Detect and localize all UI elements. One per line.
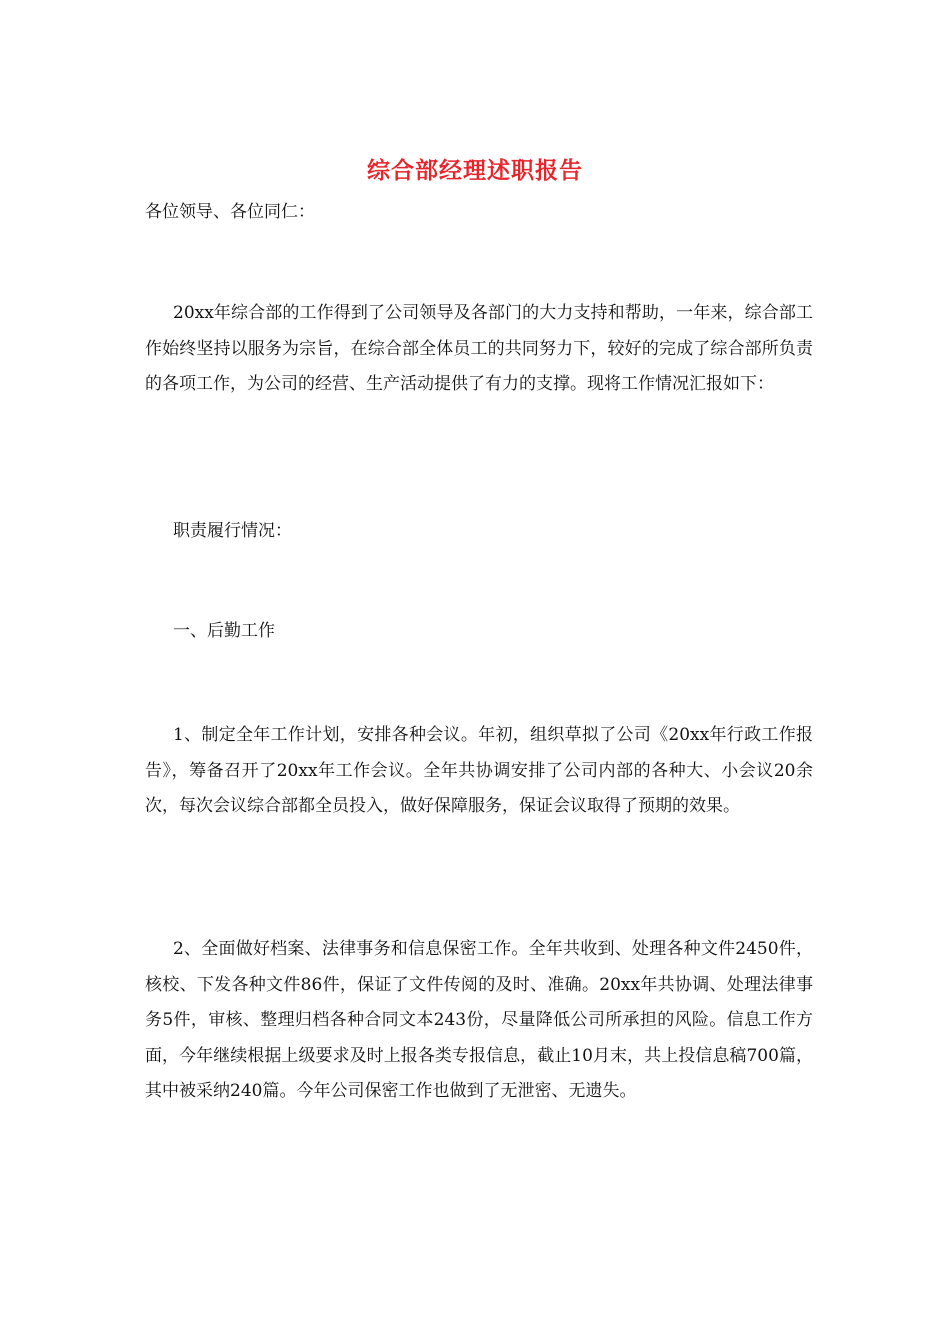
greeting: 各位领导、各位同仁： <box>145 202 315 222</box>
paragraph-item-1: 1、制定全年工作计划，安排各种会议。年初，组织草拟了公司《20xx年行政工作报告》，筹备召开了20xx年工作会议。全年共协调安排了公司内部的各种大、小会议20余次，每次会议综合部都全员投入，做好保障服务，保证会议取得了预期的效果。 <box>145 725 813 816</box>
section-heading-logistics: 一、后勤工作 <box>173 621 275 641</box>
paragraph-item-2: 2、全面做好档案、法律事务和信息保密工作。全年共收到、处理各种文件2450件，核校、下发各种文件86件，保证了文件传阅的及时、准确。20xx年共协调、处理法律事务5件，审核、整理归档各种合同文本243份，尽量降低公司所承担的风险。信息工作方面，今年继续根据上级要求及时上报各类专报信息，截止10月末，共上投信息稿700篇，其中被采纳240篇。今年公司保密工作也做到了无泄密、无遗失。 <box>145 939 813 1101</box>
paragraph-intro: 20xx年综合部的工作得到了公司领导及各部门的大力支持和帮助，一年来，综合部工作始终坚持以服务为宗旨，在综合部全体员工的共同努力下，较好的完成了综合部所负责的各项工作，为公司的经营、生产活动提供了有力的支撑。现将工作情况汇报如下： <box>145 303 813 394</box>
section-heading-duties: 职责履行情况： <box>173 521 292 541</box>
document-title: 综合部经理述职报告 <box>367 158 583 184</box>
